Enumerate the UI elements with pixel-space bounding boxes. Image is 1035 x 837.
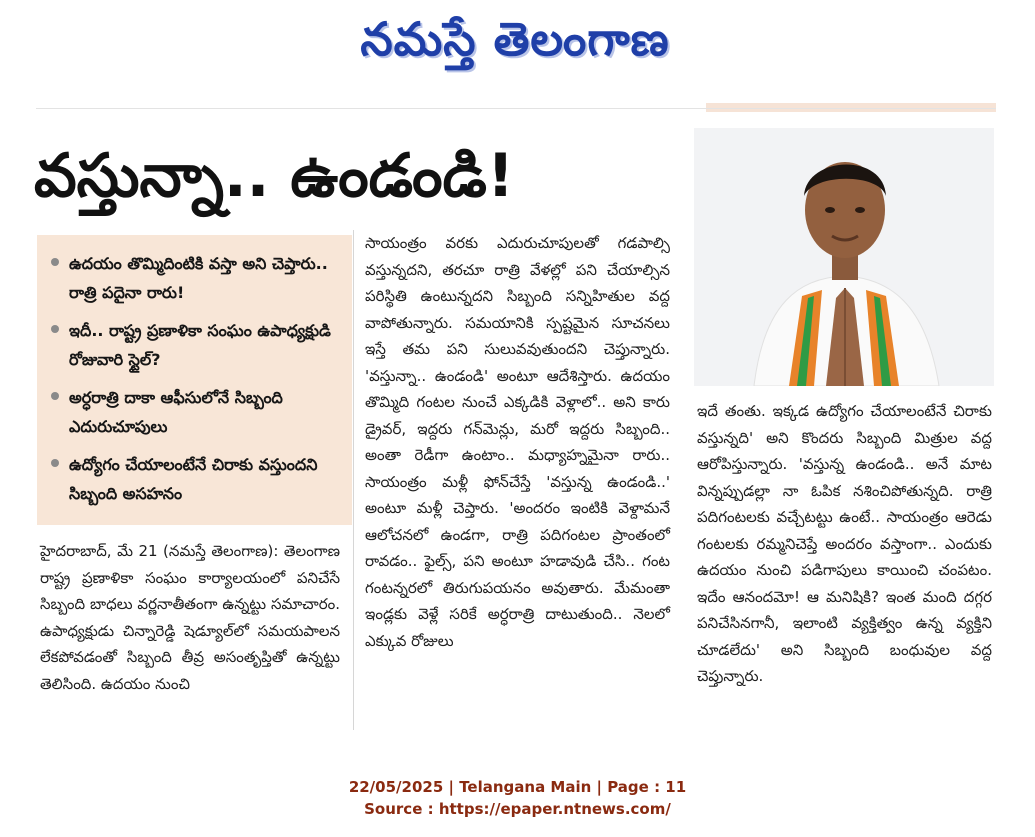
- divider: [36, 108, 996, 109]
- portrait-illustration: [694, 128, 994, 386]
- highlight-item: [49, 383, 344, 441]
- portrait-photo: [694, 128, 994, 386]
- highlight-text: ఉదయం తొమ్మిదింటికి వస్తా అని చెప్తారు.. రాత్రి పదైనా రారు!: [69, 254, 328, 302]
- article-headline: వస్తున్నా.. ఉండండి!: [34, 141, 515, 211]
- bullet-icon: [51, 459, 59, 467]
- highlight-text: ఇదీ.. రాష్ట్ర ప్రణాళికా సంఘం ఉపాధ్యక్షుడి రోజువారి స్టైల్?: [69, 321, 331, 369]
- article-column-3: ఇదే తంతు. ఇక్కడ ఉద్యోగం చేయాలంటేనే చిరాకు వస్తున్నది' అని కొందరు సిబ్బంది మిత్రుల వద్ద ఆరోపిస్తున్నారు. 'వస్తున్న ఉండండి.. అనే మాట విన్నప్పుడల్లా నా ఓపిక నశించిపోతున్నది. రాత్రి పదిగంటలకు వచ్చేటట్టు ఉంటే.. సాయంత్రం ఆరెడు గంటలకు రమ్మనిచెప్తే అందరం వస్తాంగా.. ఎందుకు ఉదయం నుంచి పడిగాపులు కాయించి చంపటం. ఇదేం ఆనందమో! ఆ మనిషికి? ఇంత మంది దగ్గర పనిచేసినగానీ, ఇలాంటి వ్యక్తిత్వం ఉన్న వ్యక్తిని చూడలేదు' అని సిబ్బంది బంధువుల వద్ద చెప్తున్నారు.: [697, 402, 992, 685]
- highlight-item: [49, 249, 344, 307]
- article-column-1: హైదరాబాద్, మే 21 (నమస్తే తెలంగాణ): తెలంగాణ రాష్ట్ర ప్రణాళికా సంఘం కార్యాలయంలో పనిచేసే సిబ్బంది బాధలు వర్ణనాతీతంగా ఉన్నట్టు సమాచారం. ఉపాధ్యక్షుడు చిన్నారెడ్డి షెడ్యూల్‌లో సమయపాలన లేకపోవడంతో సిబ్బంది తీవ్ర అసంతృప్తితో ఉన్నట్టు తెలిసింది. ఉదయం నుంచి: [40, 542, 340, 693]
- page-footer: [0, 776, 1035, 820]
- bullet-icon: [51, 392, 59, 400]
- masthead-logo: నమస్తే తెలంగాణ: [360, 12, 670, 66]
- highlights-box: [37, 235, 352, 525]
- bullet-icon: [51, 258, 59, 266]
- highlight-text: అర్ధరాత్రి దాకా ఆఫీసులోనే సిబ్బంది ఎదురుచూపులు: [69, 388, 283, 436]
- highlight-item: [49, 450, 344, 508]
- column-divider: [353, 230, 354, 730]
- article-column-2: సాయంత్రం వరకు ఎదురుచూపులతో గడపాల్సి వస్తున్నదని, తరచూ రాత్రి వేళల్లో పని చేయాల్సిన పరిస్థితి ఉంటున్నదని సిబ్బంది సన్నిహితుల వద్ద వాపోతున్నారు. సమయానికి స్పష్టమైన సూచనలు ఇస్తే తమ పని సులువవుతుందని చెప్తున్నారు. 'వస్తున్నా.. ఉండండి' అంటూ ఆదేశిస్తారు. ఉదయం తొమ్మిది గంటల నుంచే ఎక్కడికి వెళ్లాలో.. అని కారు డ్రైవర్, ఇద్దరు గన్‌మెన్లు, మరో ఇద్దరు సిబ్బంది.. అంతా రెడీగా ఉంటాం.. మధ్యాహ్నమైనా రారు.. సాయంత్రం మళ్లీ ఫోన్‌చేస్తే 'వస్తున్న ఉండండి..' అంటూ మళ్లీ చెప్తారు. 'అందరం ఇంటికి వెళ్దామనే ఆలోచనలో ఉండగా, రాత్రి పదిగంటల ప్రాంతంలో రావడం.. ఫైల్స్, పని అంటూ హడావుడి చేసి.. గంట గంటన్నరలో తిరుగుపయనం అవుతారు. మేమంతా ఇండ్లకు వెళ్లే సరికే అర్ధరాత్రి దాటుతుంది.. నెలలో ఎక్కువ రోజులు: [365, 234, 670, 650]
- source-link[interactable]: Source : https://epaper.ntnews.com/: [364, 800, 671, 818]
- edition-info: 22/05/2025 | Telangana Main | Page : 11: [348, 778, 687, 796]
- bullet-icon: [51, 325, 59, 333]
- highlight-item: [49, 316, 344, 374]
- highlight-text: ఉద్యోగం చేయాలంటేనే చిరాకు వస్తుందని సిబ్బంది అసహనం: [69, 455, 318, 503]
